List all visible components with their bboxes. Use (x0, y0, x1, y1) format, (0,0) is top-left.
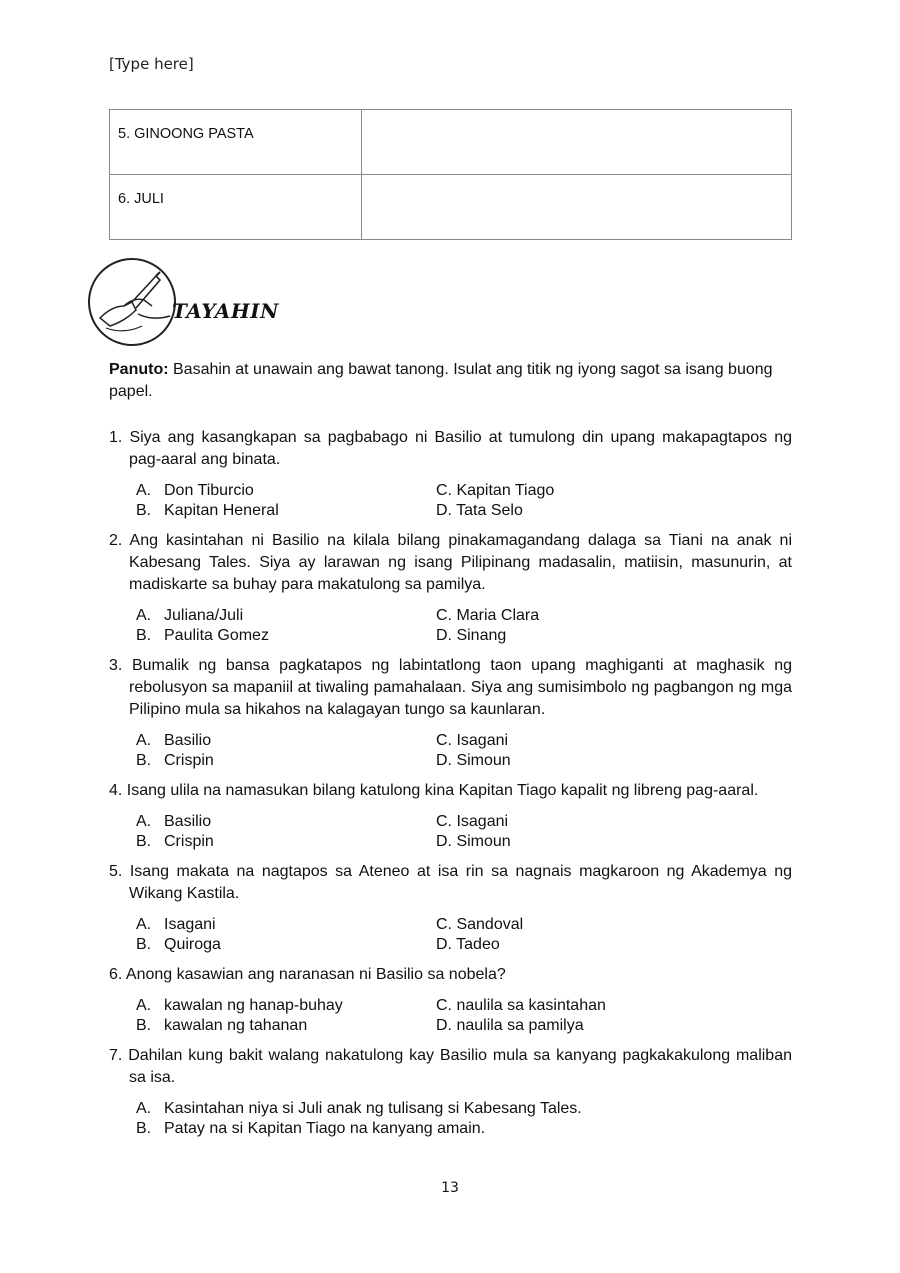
table-cell-answer[interactable] (362, 175, 792, 240)
choice-letter: A. (136, 482, 152, 499)
choice-list (136, 915, 792, 955)
question-text: 1. Siya ang kasangkapan sa pagbabago ni Basilio at tumulong din upang makapagtapos ng pag-aaral ang binata. (109, 429, 792, 468)
choice-list (136, 731, 792, 771)
section-title: TAYAHIN (172, 299, 279, 323)
choice-option[interactable]: D. naulila sa pamilya (436, 1017, 584, 1034)
instructions-text: Basahin at unawain ang bawat tanong. Isulat ang titik ng iyong sagot sa isang buong papel. (109, 361, 773, 400)
choice-letter: A. (136, 997, 152, 1014)
hand-writing-icon (86, 256, 178, 348)
choice-list (136, 996, 792, 1036)
choice-list (136, 812, 792, 852)
table-row (110, 110, 792, 175)
choice-letter: B. (136, 502, 152, 519)
choice-list (136, 481, 792, 521)
assessment-content (109, 359, 792, 1148)
choice-option[interactable]: D. Sinang (436, 627, 507, 644)
choice-option[interactable]: C. naulila sa kasintahan (436, 997, 606, 1014)
choice-letter: B. (136, 1120, 152, 1137)
choice-option[interactable]: Paulita Gomez (164, 627, 269, 644)
choice-option[interactable]: Kasintahan niya si Juli anak ng tulisang si Kabesang Tales. (164, 1100, 582, 1117)
instructions (109, 359, 792, 403)
choice-option[interactable]: D. Simoun (436, 833, 511, 850)
choice-option[interactable]: Kapitan Heneral (164, 502, 279, 519)
choice-option[interactable]: Isagani (164, 916, 216, 933)
question-text: 2. Ang kasintahan ni Basilio na kilala bilang pinakamagandang dalaga sa Tiani na anak ni Kabesang Tales. Siya ay larawan ng isang Pilipinang madasalin, matiisin, masunurin, at madiskarte sa buhay para makatulong sa pamilya. (109, 532, 792, 593)
choice-option[interactable]: Quiroga (164, 936, 221, 953)
choice-letter: A. (136, 607, 152, 624)
choice-letter: A. (136, 813, 152, 830)
table-cell-name: 6. JULI (110, 175, 362, 240)
choice-list (136, 1099, 792, 1139)
choice-letter: B. (136, 752, 152, 769)
choice-option[interactable]: kawalan ng tahanan (164, 1017, 308, 1034)
table-cell-answer[interactable] (362, 110, 792, 175)
instructions-label: Panuto: (109, 361, 169, 378)
question-text: 3. Bumalik ng bansa pagkatapos ng labintatlong taon upang maghiganti at maghasik ng rebolusyon sa mapaniil at tiwaling pamahalaan. Siya ang sumisimbolo ng pagbangon ng mga Pilipino mula sa hikahos na kalagayan tungo sa kaunlaran. (109, 657, 792, 718)
choice-letter: A. (136, 732, 152, 749)
choice-option[interactable]: C. Isagani (436, 813, 509, 830)
choice-letter: A. (136, 1100, 152, 1117)
choice-option[interactable]: D. Tadeo (436, 936, 500, 953)
choice-letter: B. (136, 627, 152, 644)
choice-option[interactable]: Patay na si Kapitan Tiago na kanyang amain. (164, 1120, 486, 1137)
choice-option[interactable]: Basilio (164, 732, 212, 749)
choice-option[interactable]: Basilio (164, 813, 212, 830)
page-number: 13 (441, 1180, 459, 1196)
page-header: [Type here] (109, 55, 194, 73)
choice-letter: A. (136, 916, 152, 933)
question-text: 5. Isang makata na nagtapos sa Ateneo at isa rin sa nagnais magkaroon ng Akademya ng Wikang Kastila. (109, 863, 792, 902)
choice-option[interactable]: Don Tiburcio (164, 482, 254, 499)
choice-option[interactable]: D. Simoun (436, 752, 511, 769)
choice-option[interactable]: kawalan ng hanap-buhay (164, 997, 343, 1014)
choice-option[interactable]: Crispin (164, 752, 214, 769)
question-text: 4. Isang ulila na namasukan bilang katulong kina Kapitan Tiago kapalit ng libreng pag-aaral. (109, 782, 759, 799)
choice-letter: B. (136, 936, 152, 953)
choice-option[interactable]: C. Isagani (436, 732, 509, 749)
choice-option[interactable]: D. Tata Selo (436, 502, 523, 519)
choice-list (136, 606, 792, 646)
question-text: 7. Dahilan kung bakit walang nakatulong kay Basilio mula sa kanyang pagkakakulong maliban sa isa. (109, 1047, 792, 1086)
section-header (84, 256, 344, 351)
choice-option[interactable]: Crispin (164, 833, 214, 850)
choice-option[interactable]: C. Kapitan Tiago (436, 482, 555, 499)
choice-letter: B. (136, 1017, 152, 1034)
choice-option[interactable]: C. Sandoval (436, 916, 524, 933)
choice-option[interactable]: C. Maria Clara (436, 607, 540, 624)
question-text: 6. Anong kasawian ang naranasan ni Basilio sa nobela? (109, 966, 506, 983)
choice-option[interactable]: Juliana/Juli (164, 607, 244, 624)
table-cell-name: 5. GINOONG PASTA (110, 110, 362, 175)
table-row (110, 175, 792, 240)
character-table (109, 109, 792, 240)
choice-letter: B. (136, 833, 152, 850)
